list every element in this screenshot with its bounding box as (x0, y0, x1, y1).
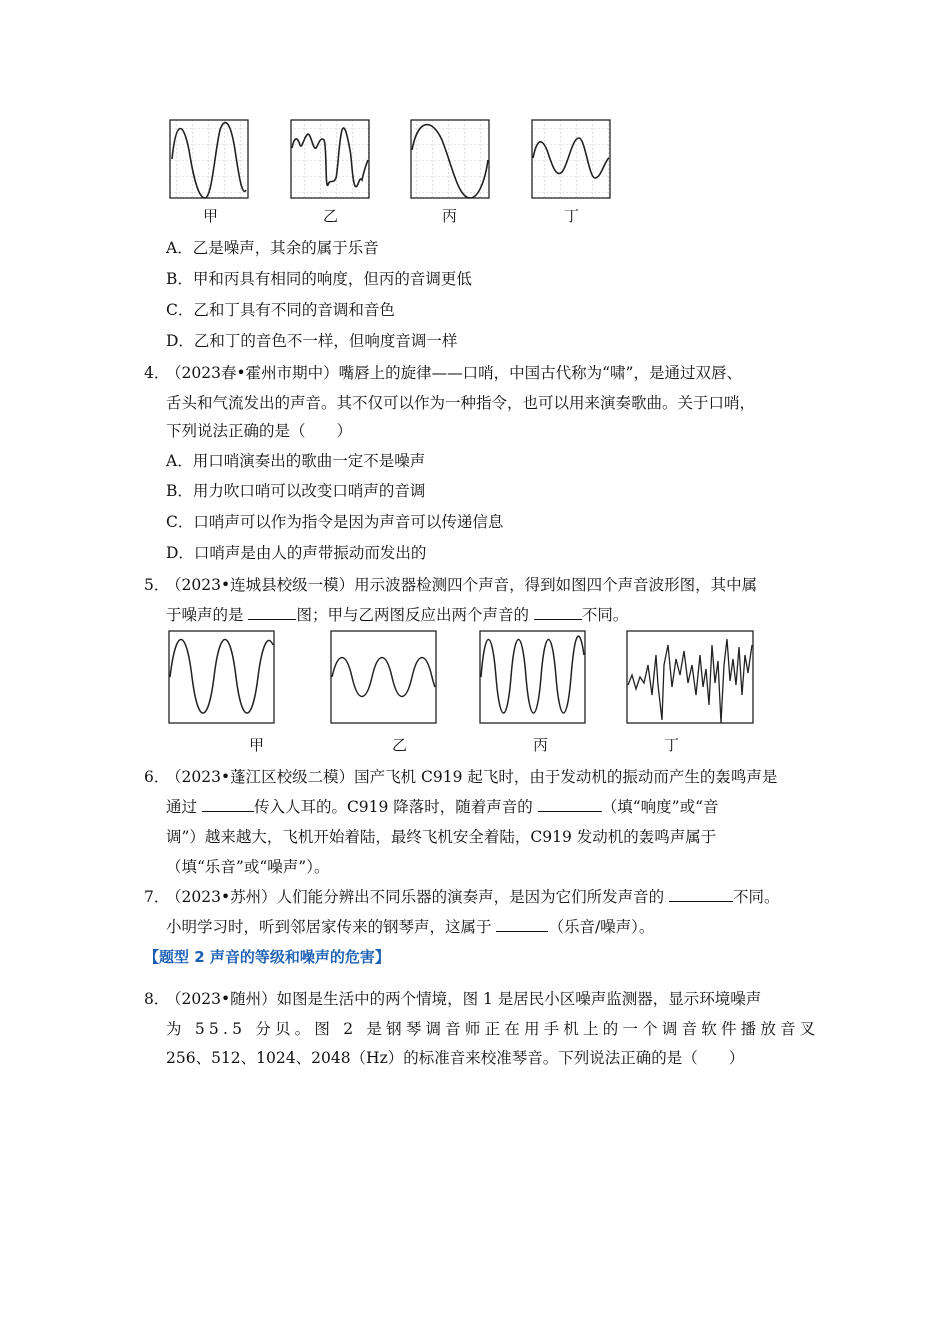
q3-option-a: A．乙是噪声，其余的属于乐音 (166, 239, 379, 257)
q6-blank-1[interactable] (202, 797, 254, 812)
section-heading: 【题型 2 声音的等级和噪声的危害】 (144, 948, 390, 966)
q5-number: 5． (144, 576, 170, 594)
q6-line-2c: （填“响度”或“音 (601, 798, 719, 816)
wave2-panel-ding (627, 631, 753, 723)
q5-line-2b: 图；甲与乙两图反应出两个声音的 (296, 606, 534, 624)
wave-panel-bing (411, 120, 489, 198)
q5-blank-2[interactable] (534, 605, 582, 620)
q3-option-d: D．乙和丁的音色不一样，但响度音调一样 (166, 332, 458, 350)
q5-line-2c: 不同。 (581, 606, 629, 624)
q4-number: 4． (144, 364, 170, 382)
q4-option-c: C．口哨声可以作为指令是因为声音可以传递信息 (166, 513, 504, 531)
q5-line-2 (166, 603, 628, 625)
q4-option-b: B．用力吹口哨可以改变口哨声的音调 (166, 482, 426, 500)
q7-blank-1[interactable] (669, 887, 733, 902)
figure2-label-bing: 丙 (533, 736, 549, 754)
figure2-waveforms (0, 625, 950, 765)
q7-blank-2[interactable] (496, 917, 548, 932)
wave-panel-ding (532, 120, 610, 198)
q8-number: 8． (144, 990, 170, 1008)
figure2-label-ding: 丁 (664, 736, 680, 754)
q4-option-a: A．用口哨演奏出的歌曲一定不是噪声 (166, 452, 426, 470)
q7-line-2 (166, 915, 654, 937)
figure1-label-yi: 乙 (323, 207, 339, 225)
q6-line-2b: 传入人耳的。C919 降落时，随着声音的 (253, 798, 538, 816)
q8-line-3: 256、512、1024、2048（Hz）的标准音来校准琴音。下列说法正确的是（ ） (166, 1049, 745, 1067)
q7-number: 7． (144, 888, 170, 906)
q6-line-3: 调”）越来越大，飞机开始着陆，最终飞机安全着陆，C919 发动机的轰鸣声属于 (166, 828, 717, 846)
wave2-panel-bing (480, 631, 585, 723)
q4-line-1: （2023春•霍州市期中）嘴唇上的旋律——口哨，中国古代称为“啸”，是通过双唇、 (166, 364, 742, 382)
q6-line-4: （填“乐音”或“噪声”）。 (166, 858, 330, 876)
figure1-label-jia: 甲 (203, 207, 219, 225)
q8-line-2: 为 55.5 分贝。图 2 是钢琴调音师正在用手机上的一个调音软件播放音叉 (166, 1020, 820, 1038)
q6-number: 6． (144, 768, 170, 786)
q6-blank-2[interactable] (538, 797, 602, 812)
q5-blank-1[interactable] (248, 605, 296, 620)
q4-option-d: D．口哨声是由人的声带振动而发出的 (166, 544, 427, 562)
q5-line-1: （2023•连城县校级一模）用示波器检测四个声音，得到如图四个声音波形图，其中属 (166, 576, 758, 594)
q7-line-2b: （乐音/噪声）。 (548, 918, 655, 936)
q6-line-2a: 通过 (166, 798, 202, 816)
q5-line-2a: 于噪声的是 (166, 606, 249, 624)
wave-panel-yi (291, 120, 369, 198)
q7-line-1b: 不同。 (733, 888, 780, 906)
q3-option-c: C．乙和丁具有不同的音调和音色 (166, 301, 395, 319)
q7-line-2a: 小明学习时，听到邻居家传来的钢琴声，这属于 (166, 918, 497, 936)
q4-line-2: 舌头和气流发出的声音。其不仅可以作为一种指令，也可以用来演奏歌曲。关于口哨， (166, 394, 756, 412)
wave2-panel-yi (331, 631, 436, 723)
figure2-label-jia: 甲 (249, 736, 265, 754)
q8-line-1: （2023•随州）如图是生活中的两个情境，图 1 是居民小区噪声监测器，显示环境噪声 (166, 990, 762, 1008)
figure1-label-bing: 丙 (442, 207, 458, 225)
figure1-label-ding: 丁 (564, 207, 580, 225)
q7-line-1 (166, 885, 780, 907)
figure2-label-yi: 乙 (392, 736, 408, 754)
wave-panel-jia (170, 120, 248, 198)
figure1-waveforms (0, 0, 950, 240)
q6-line-2 (166, 795, 719, 817)
q3-option-b: B．甲和丙具有相同的响度，但丙的音调更低 (166, 270, 472, 288)
q7-line-1a: （2023•苏州）人们能分辨出不同乐器的演奏声，是因为它们所发声音的 (166, 888, 670, 906)
q6-line-1: （2023•蓬江区校级二模）国产飞机 C919 起飞时，由于发动机的振动而产生的轰鸣声是 (166, 768, 778, 786)
wave2-panel-jia (169, 631, 274, 723)
q4-line-3: 下列说法正确的是（ ） (166, 422, 353, 440)
